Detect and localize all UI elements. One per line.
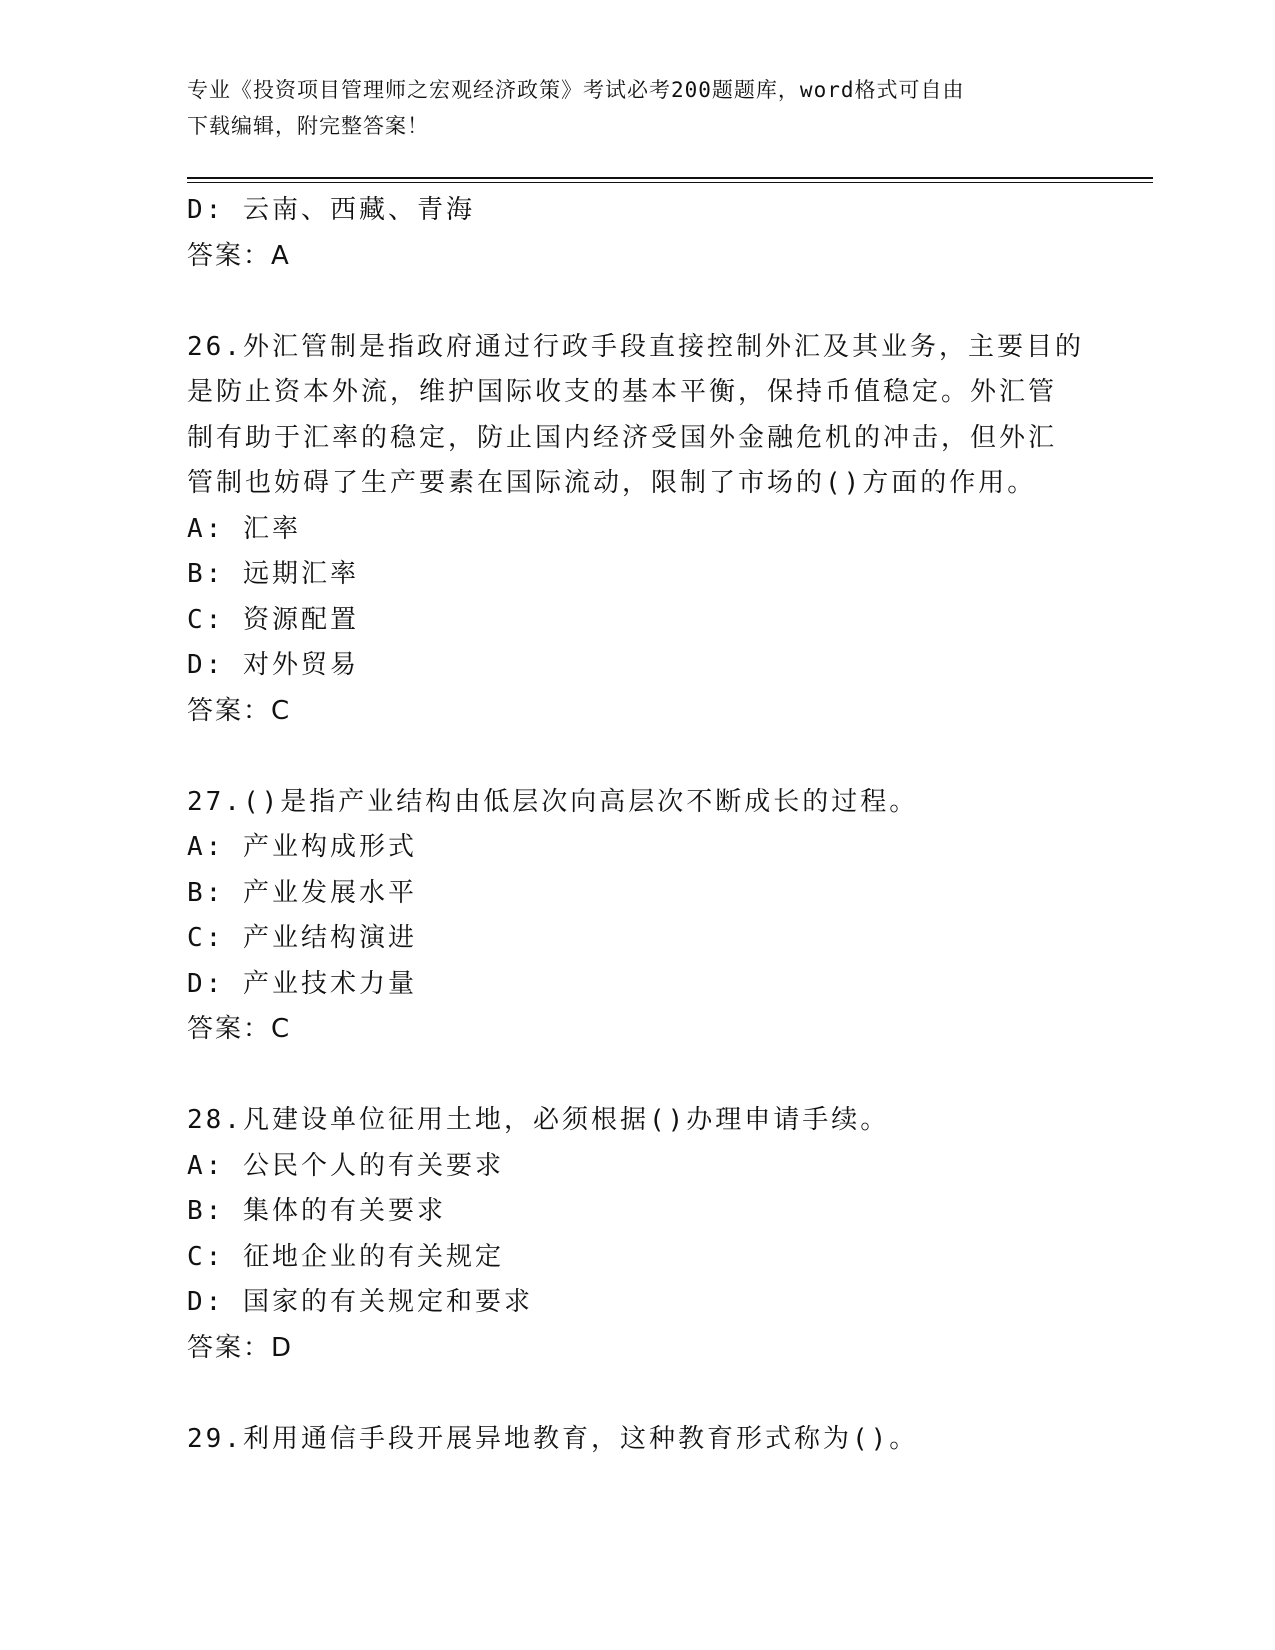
option-b: B: 集体的有关要求 (187, 1196, 446, 1226)
header-line-2: 下载编辑，附完整答案！ (187, 114, 429, 138)
question-stem-line: 27.()是指产业结构由低层次向高层次不断成长的过程。 (187, 786, 919, 817)
header-divider-thick (187, 177, 1153, 179)
spacer (187, 279, 1087, 325)
question-stem-line: 28.凡建设单位征用土地，必须根据()办理申请手续。 (187, 1105, 890, 1135)
option-d: D: 对外贸易 (187, 650, 359, 680)
spacer (187, 1053, 1087, 1099)
option-c: C: 产业结构演进 (187, 923, 417, 953)
option-a: A: 产业构成形式 (187, 832, 417, 862)
option-d: D: 产业技术力量 (187, 968, 417, 999)
header-line-1: 专业《投资项目管理师之宏观经济政策》考试必考200题题库，word格式可自由 (187, 78, 965, 102)
option-d: D: 国家的有关规定和要求 (187, 1287, 533, 1317)
answer-line: 答案：C (187, 695, 292, 726)
page-header (187, 72, 1087, 144)
answer-line: 答案：C (187, 1014, 292, 1044)
answer-line: 答案：A (187, 240, 291, 271)
question-stem-line: 29.利用通信手段开展异地教育，这种教育形式称为()。 (187, 1423, 919, 1454)
spacer (187, 1371, 1087, 1417)
question-stem-line: 是防止资本外流，维护国际收支的基本平衡，保持币值稳定。外汇管 (187, 377, 1058, 407)
question-26 (187, 325, 1087, 735)
question-stem-line: 26.外汇管制是指政府通过行政手段直接控制外汇及其业务，主要目的 (187, 331, 1084, 362)
option-a: A: 公民个人的有关要求 (187, 1150, 504, 1181)
option-b: B: 远期汇率 (187, 559, 359, 589)
option-c: C: 资源配置 (187, 604, 359, 635)
question-list (187, 188, 1087, 1462)
option-c: C: 征地企业的有关规定 (187, 1241, 504, 1272)
question-29 (187, 1417, 1087, 1463)
question-stem-line: 制有助于汇率的稳定，防止国内经济受国外金融危机的冲击，但外汇 (187, 422, 1058, 453)
option-a: A: 汇率 (187, 513, 301, 544)
question-28 (187, 1098, 1087, 1371)
question-stem-line: 管制也妨碍了生产要素在国际流动，限制了市场的()方面的作用。 (187, 468, 1037, 498)
spacer (187, 734, 1087, 780)
header-divider-thin (187, 182, 1153, 183)
question-27 (187, 780, 1087, 1053)
answer-line: 答案：D (187, 1332, 294, 1363)
option-d: D: 云南、西藏、青海 (187, 195, 475, 225)
option-b: B: 产业发展水平 (187, 877, 417, 908)
